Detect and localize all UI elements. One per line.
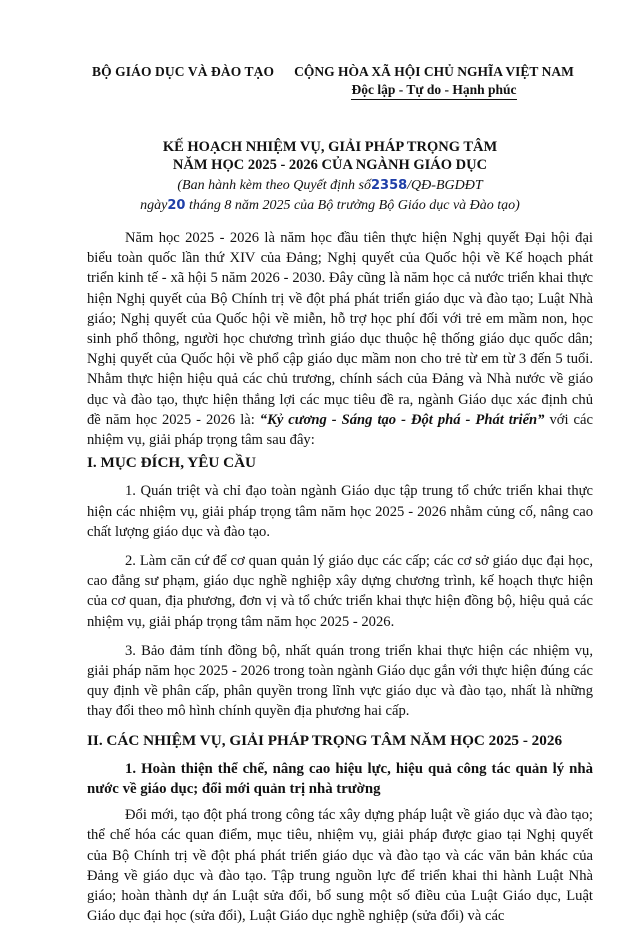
section1-item-1: 1. Quán triệt và chỉ đạo toàn ngành Giáo dục tập trung tổ chức triển khai thực hiện các nhiệm vụ, giải pháp trọng tâm năm học 2025 - 2026 nhằm củng cố, nâng cao chất lượng giáo dục và đào tạo.	[87, 483, 593, 540]
decision-number-handwritten: 2358	[370, 178, 408, 193]
national-motto: Độc lập - Tự do - Hạnh phúc	[351, 82, 516, 100]
issuance-line1	[60, 176, 600, 196]
date-suffix: tháng 8 năm 2025 của Bộ trưởng Bộ Giáo dục và Đào tạo)	[188, 198, 520, 213]
document-title-line1: KẾ HOẠCH NHIỆM VỤ, GIẢI PHÁP TRỌNG TÂM	[162, 139, 498, 155]
country-name: CỘNG HÒA XÃ HỘI CHỦ NGHĨA VIỆT NAM	[294, 64, 574, 79]
issuance-prefix: (Ban hành kèm theo Quyết định số	[177, 178, 371, 193]
section1-item-2: 2. Làm căn cứ để cơ quan quản lý giáo dục các cấp; các cơ sở giáo dục đại học, cao đẳng sư phạm, giáo dục nghề nghiệp xây dựng chương trình, kế hoạch thực hiện của cơ quan, địa phương, đơn vị và tổ chức triển khai thực hiện đồng bộ, hiệu quả các nhiệm vụ, giải pháp trọng tâm năm học 2025 - 2026.	[87, 553, 593, 630]
intro-tail: với các nhiệm vụ, giải pháp trọng tâm sau đây:	[87, 411, 593, 449]
national-header	[284, 64, 584, 100]
section2-sub1-text: Đổi mới, tạo đột phá trong công tác xây dựng pháp luật về giáo dục và đào tạo; thể chế hóa các quan điểm, mục tiêu, nhiệm vụ, giải pháp được giao tại Nghị quyết của Bộ Chính trị về đột phá phát triển giáo dục và đào tạo và các văn bản khác của Đảng về giáo dục và đào tạo. Tập trung nguồn lực để triển khai thi hành Luật Nhà giáo; hoàn thành dự án Luật sửa đổi, bổ sung một số điều của Luật Giáo dục, Luật Giáo dục đại học (sửa đổi), Luật Giáo dục nghề nghiệp (sửa đổi) và các	[87, 807, 593, 925]
intro-paragraph	[87, 228, 593, 450]
intro-text: Năm học 2025 - 2026 là năm học đầu tiên thực hiện Nghị quyết Đại hội đại biểu toàn quốc lần thứ XIV của Đảng; Nghị quyết của Quốc hội về Kế hoạch phát triển kinh tế - xã hội 5 năm 2026 - 2030. Đây cũng là năm học cả nước triển khai thực hiện Nghị quyết của Bộ Chính trị về đột phá phát triển giáo dục và đào tạo; Luật Nhà giáo; Nghị quyết của Quốc hội về miễn, hỗ trợ học phí đối với trẻ em mầm non, học sinh phổ thông, người học chương trình giáo dục thuộc hệ thống giáo dục quốc dân; Nghị quyết của Quốc hội về phổ cập giáo dục mầm non cho trẻ từ em từ 3 đến 5 tuổi. Nhằm thực hiện hiệu quả các chủ trương, chính sách của Đảng và Nhà nước về giáo dục và đào tạo, thực hiện thắng lợi các mục tiêu đề ra, ngành Giáo dục xác định chủ đề năm học 2025 - 2026 là:	[87, 230, 593, 428]
section2-sub1-heading: 1. Hoàn thiện thể chế, nâng cao hiệu lực, hiệu quả công tác quản lý nhà nước về giáo dục; đổi mới quản trị nhà trường	[87, 760, 593, 798]
document-body	[87, 228, 593, 936]
document-title-line2: NĂM HỌC 2025 - 2026 CỦA NGÀNH GIÁO DỤC	[172, 157, 488, 173]
school-year-slogan: “Kỷ cương - Sáng tạo - Đột phá - Phát triển”	[259, 411, 545, 428]
date-prefix: ngày	[140, 198, 168, 213]
section1-heading: I. MỤC ĐÍCH, YÊU CẦU	[87, 454, 257, 472]
section1-item-3: 3. Bảo đảm tính đồng bộ, nhất quán trong triển khai thực hiện các nhiệm vụ, giải pháp năm học 2025 - 2026 trong toàn ngành Giáo dục gắn với thực hiện đúng các quy định về phân cấp, phân quyền trong lĩnh vực giáo dục và đào tạo, nhất là những thay đổi theo mô hình chính quyền địa phương hai cấp.	[87, 642, 593, 720]
day-handwritten: 20	[167, 198, 186, 213]
ministry-name: BỘ GIÁO DỤC VÀ ĐÀO TẠO	[92, 64, 275, 79]
issuance-suffix: /QĐ-BGDĐT	[407, 178, 483, 193]
section2-heading: II. CÁC NHIỆM VỤ, GIẢI PHÁP TRỌNG TÂM NĂM HỌC 2025 - 2026	[87, 731, 563, 749]
issuance-line2	[60, 196, 600, 216]
